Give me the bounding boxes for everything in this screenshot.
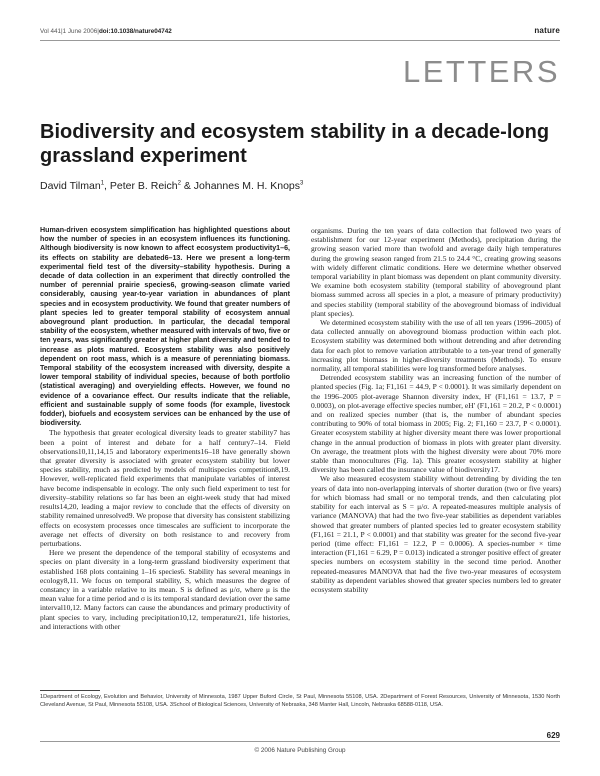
- author-affiliation: 1: [100, 180, 105, 187]
- body-paragraph: We determined ecosystem stability with the use of all ten years (1996–2005) of data collected annually on aboveground biomass production within each plot. Ecosystem stability was determined both without detrending and after detrending data for each plot to remove variation attributable to a ten-year trend of generally increasing plot biomass in higher-diversity treatments (Methods). To ensure normality, all temporal stabilities were log transformed before analyses.: [311, 318, 561, 374]
- footnote-rule: [40, 690, 100, 691]
- running-header: [40, 26, 560, 38]
- right-column: [311, 226, 561, 594]
- author-affiliation: 2: [177, 180, 181, 187]
- article-title: Biodiversity and ecosystem stability in a decade-long grassland experiment: [40, 121, 550, 167]
- body-paragraph: We also measured ecosystem stability without detrending by dividing the ten years of data into non-overlapping intervals of shorter duration (two or five years) for which biomass had small or no temporal trends, and then calculating plot stability for each interval as S = μ/σ. A repeated-measures multiple analysis of variance (MANOVA) that had the two five-year stabilities as dependent variables showed that greater numbers of planted species led to greater ecosystem stability (F1,161 = 21.1, P < 0.0001) and that stability was greater for the second five-year period (time effect: F1,161 = 12.2, P = 0.0006). A species-number × time interaction (F1,161 = 6.29, P = 0.013) indicated a stronger positive effect of greater species numbers on ecosystem stability in the second time period. Another repeated-measures MANOVA that had the five two-year measures of ecosystem stability as dependent variables showed that greater species numbers led to greater ecosystem stability: [311, 474, 561, 594]
- header-rule: [40, 40, 560, 41]
- author-list: David Tilman$^1$, Peter B. Reich$^2$ & Johannes M. H. Knops$^3$: [40, 180, 304, 192]
- author-name: Johannes M. H. Knops: [193, 180, 301, 192]
- citation: Vol 441|1 June 2006|doi:10.1038/nature04742: [40, 28, 172, 35]
- doi[interactable]: doi:10.1038/nature04742: [98, 28, 172, 35]
- body-paragraph: Detrended ecosystem stability was an increasing function of the number of planted species (Fig. 1a; F1,161 = 44.9, P < 0.0001). It was similarly dependent on the 1996–2005 plot-average Shannon diversity index, H′ (F1,161 = 13.7, P = 0.0003), on plot-average effective species number, eH′ (F1,161 = 20.2, P < 0.0001) and on realized species number (that is, the number of abundant species contributing to 90% of total biomass in 2005; Fig. 2; F1,160 = 23.7, P < 0.0001). Greater ecosystem stability at higher diversity meant there was lower proportional change in the annual production of biomass in plots with greater plant diversity. On average, the treatment plots with the highest diversity were about 70% more stable than monocultures (Fig. 1a). This greater ecosystem stability at higher diversity has been called the insurance value of biodiversity17.: [311, 373, 561, 475]
- page-number: 629: [546, 731, 560, 740]
- affiliations-footnote: 1Department of Ecology, Evolution and Behavior, University of Minnesota, 1987 Upper Buford Circle, St Paul, Minnesota 55108, USA. 2Department of Forest Resources, University of Minnesota, 1530 North Cleveland Avenue, St Paul, Minnesota 55108, USA. 3School of Biological Sciences, University of Nebraska, 348 Manter Hall, Lincoln, Nebraska 68588-0118, USA.: [40, 694, 560, 708]
- body-paragraph: organisms. During the ten years of data collection that followed two years of establishment for our 12-year experiment (Methods), precipitation during the growing season varied more than twofold and average daily high temperatures during the growing season ranged from 21.5 to 24.4 °C, creating growing seasons with widely different climatic conditions. Here we determine whether observed temporal variability in plant biomass was dependent on plant community diversity. We examine both ecosystem stability (temporal stability of aboveground plant biomass summed across all species in a plot, a measure of primary productivity) and species stability (temporal stability of the aboveground biomass of individual plant species).: [311, 226, 561, 318]
- journal-name: nature: [534, 26, 560, 35]
- author-name: David Tilman: [40, 180, 101, 192]
- footer-rule: [40, 741, 560, 742]
- left-column: [40, 226, 290, 631]
- abstract: Human-driven ecosystem simplification has highlighted questions about how the number of species in an ecosystem influences its functioning. Although biodiversity is now known to affect ecosystem productivity1–6, its effects on stability are debated6–13. Here we present a long-term experimental field test of the diversity–stability hypothesis. During a decade of data collection in an experiment that directly controlled the number of perennial prairie species6, growing-season climate varied considerably, causing year-to-year variation in abundances of plant species and in ecosystem productivity. We found that greater numbers of plant species led to greater temporal stability of ecosystem annual aboveground plant production. In particular, the decadal temporal stability of the ecosystem, whether measured with intervals of two, five or ten years, was significantly greater at higher plant diversity and tended to increase as plots matured. Ecosystem stability was also positively dependent on root mass, which is a measure of perenniating biomass. Temporal stability of the ecosystem increased with diversity, despite a lower temporal stability of individual species, because of both portfolio (statistical averaging) and overyielding effects. However, we found no evidence of a covariance effect. Our results indicate that the reliable, efficient and sustainable supply of some foods (for example, livestock fodder), biofuels and ecosystem services can be enhanced by the use of biodiversity.: [40, 226, 290, 428]
- body-paragraph: The hypothesis that greater ecological diversity leads to greater stability7 has been a point of interest and debate for a half century7–14. Field observations10,11,14,15 and laboratory experiments16–18 have generally shown that greater diversity is associated with greater ecosystem stability but lower species stability, much as predicted by models of multispecies competition8,19. However, well-replicated field experiments that manipulate variables of interest have become indispensable in ecology. The only such field experiment to test for diversity–stability relations so far has been an eight-week study that had mixed results14,20, leading a major review to conclude that the effects of diversity on stability remained unresolved9. We propose that diversity has consistent stabilizing effects on ecosystem processes once timescales are sufficient to incorporate the average net effects of diversity on both resistance to and recovery from perturbations.: [40, 428, 290, 548]
- body-paragraph: Here we present the dependence of the temporal stability of ecosystems and species on plant diversity in a long-term grassland biodiversity experiment that established 168 plots containing 1–16 species6. Stability has several meanings in ecology8,11. We focus on temporal stability, S, which measures the degree of constancy in a variable relative to its mean. S is defined as μ/σ, where μ is the mean value for a time period and σ is its temporal standard deviation over the same interval10,12. Many factors can cause the abundances and primary productivity of plant species to vary, including precipitation10,12, temperature21, life histories, and interactions with other: [40, 548, 291, 631]
- copyright-notice: © 2006 Nature Publishing Group: [254, 747, 346, 754]
- author-name: Peter B. Reich: [109, 180, 178, 192]
- author-affiliation: 3: [300, 180, 304, 187]
- section-label: LETTERS: [402, 54, 560, 89]
